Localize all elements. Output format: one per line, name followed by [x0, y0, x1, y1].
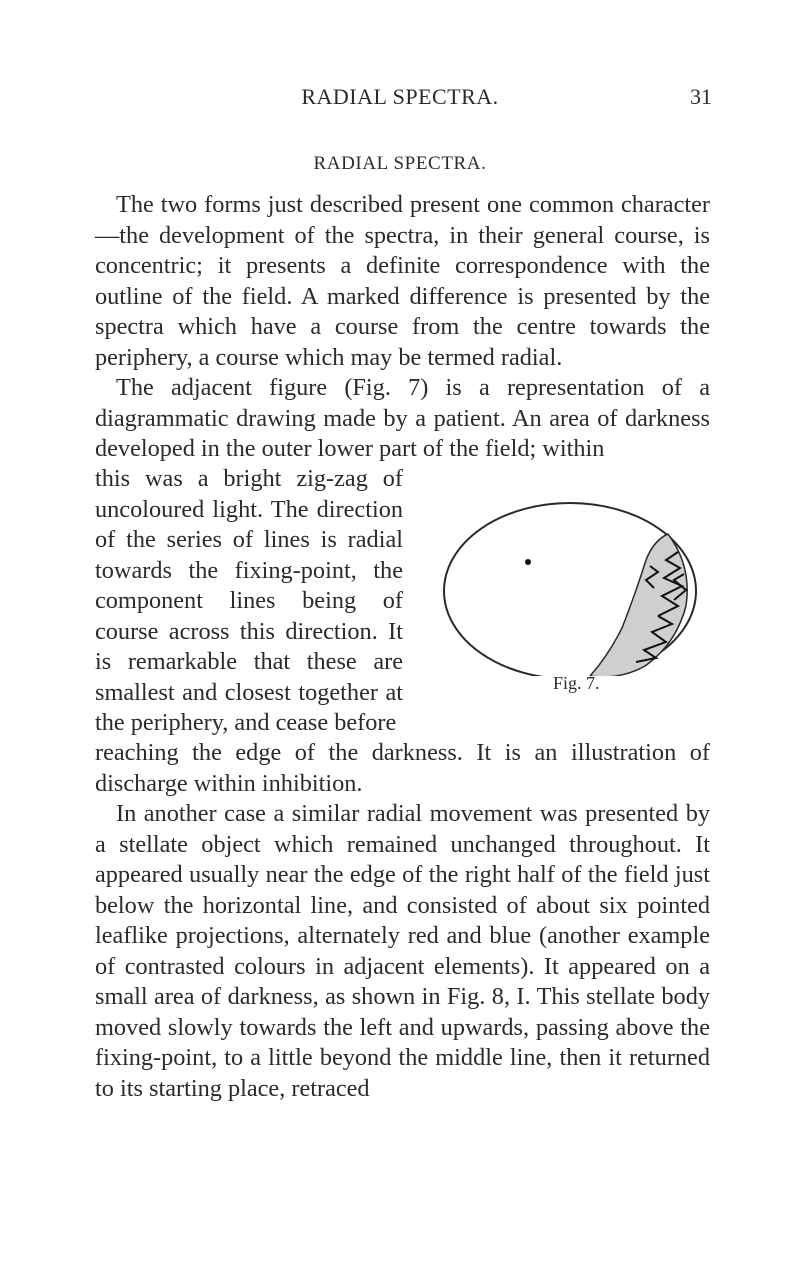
running-title: RADIAL SPECTRA. — [301, 84, 499, 109]
running-head — [0, 84, 800, 114]
fixing-point — [525, 559, 531, 565]
page-number: 31 — [690, 84, 712, 109]
visual-field-diagram — [440, 496, 700, 676]
paragraph-2-end: reaching the edge of the darkness. It is an illustration of discharge within inhibition. — [95, 739, 710, 797]
paragraph-2-wrapped: this was a bright zig-zag of uncoloured light. The direction of the series of lines is radial towards the fixing-point, the component lines being of course across this direction. It is remarkable that these are smallest and closest together at the periphery, and cease before — [95, 465, 403, 736]
figure-7 — [440, 496, 700, 706]
text-block-top — [95, 190, 710, 465]
section-heading: RADIAL SPECTRA. — [313, 153, 487, 174]
paragraph-1: The two forms just described present one common character—the development of the spectra, in their general course, is concentric; it presents a definite correspondence with the outline of the field. A marked difference is presented by the spectra which have a course from the centre towards the periphery, a course which may be termed radial. — [95, 191, 710, 371]
paragraph-3: In another case a similar radial movement was presented by a stellate object which remained unchanged throughout. It appeared usually near the edge of the right half of the field just below the horizontal line, and consisted of about six pointed leaflike projections, alternately red and blue (another example of contrasted colours in adjacent elements). It appeared on a small area of darkness, as shown in Fig. 8, I. This stellate body moved slowly towards the left and upwards, passing above the fixing-point, to a little beyond the middle line, then it returned to its starting place, retraced — [95, 800, 710, 1102]
text-block-beside-figure — [95, 464, 403, 739]
figure-caption: Fig. 7. — [553, 673, 600, 693]
text-block-bottom — [95, 738, 710, 1104]
paragraph-2-start: The adjacent figure (Fig. 7) is a representation of a diagrammatic drawing made by a patient. An area of darkness developed in the outer lower part of the field; within — [95, 374, 710, 462]
